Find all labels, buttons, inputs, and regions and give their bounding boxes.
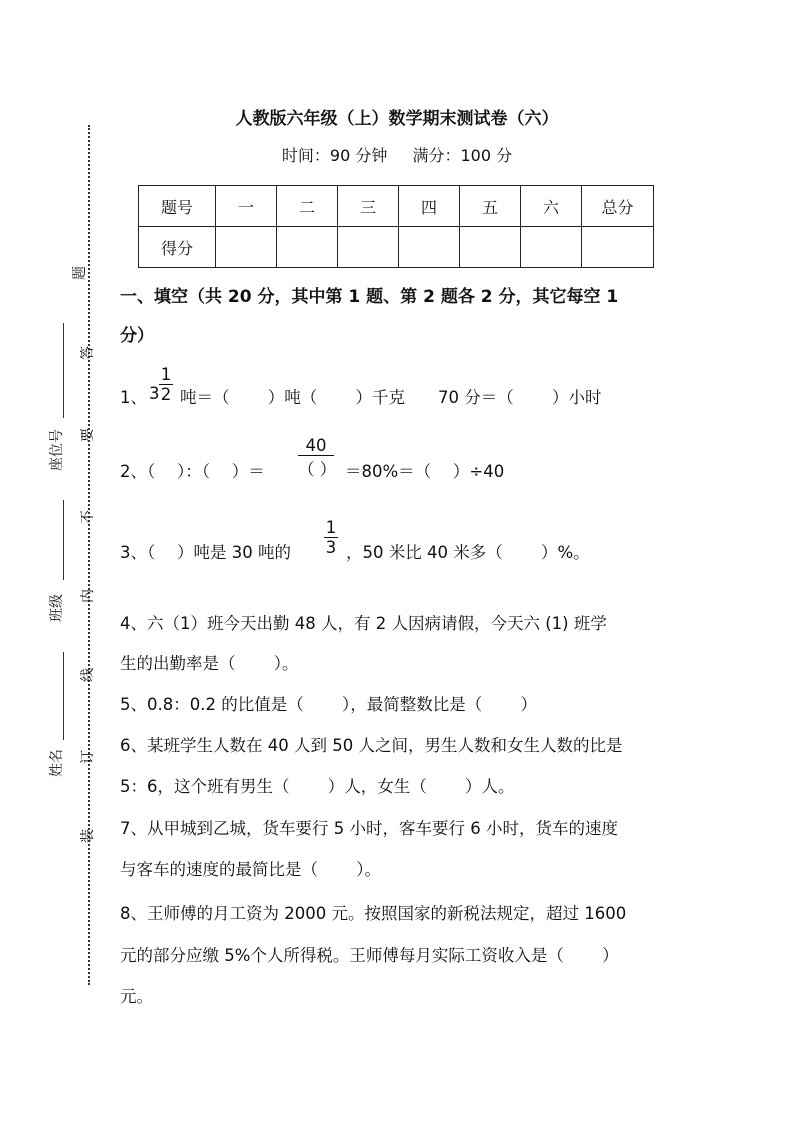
question-7-line-2: 与客车的速度的最简比是（ ）。 <box>120 860 381 879</box>
question-1-text: 吨＝（ ）吨（ ）千克 70 分＝（ ）小时 <box>180 388 602 407</box>
question-1-prefix: 1、 <box>120 388 147 407</box>
section-1-heading: 一、填空（共 20 分，其中第 1 题、第 2 题各 2 分，其它每空 1 <box>120 287 619 307</box>
header-cell-1: 一 <box>216 186 277 227</box>
score-cell-2[interactable] <box>277 227 338 268</box>
fraction-denominator: 3 <box>325 538 337 557</box>
name-label: 姓名 <box>49 749 65 777</box>
header-cell-number: 题号 <box>139 186 216 227</box>
score-table-header-row <box>139 186 654 227</box>
seat-number-label: 座位号 <box>49 429 65 471</box>
fraction-numerator: 1 <box>325 518 337 537</box>
margin-char-zhuang: 装 <box>80 829 96 843</box>
header-cell-3: 三 <box>338 186 399 227</box>
fraction-denominator: 2 <box>160 385 172 404</box>
question-4-line-2: 生的出勤率是（ ）。 <box>120 654 299 673</box>
question-6-line-2: 5：6，这个班有男生（ ）人，女生（ ）人。 <box>120 777 515 796</box>
header-cell-2: 二 <box>277 186 338 227</box>
question-3-prefix: 3、（ ）吨是 30 吨的 <box>120 543 291 562</box>
binding-dotted-line <box>88 125 90 985</box>
question-5: 5、0.8：0.2 的比值是（ ），最简整数比是（ ） <box>120 695 537 714</box>
question-2-text: ＝80%＝（ ）÷40 <box>345 462 505 481</box>
class-field[interactable] <box>63 500 64 580</box>
score-table-score-row <box>139 227 654 268</box>
margin-char-nei: 内 <box>80 589 96 603</box>
margin-char-yao: 要 <box>80 428 96 442</box>
score-table <box>138 185 654 268</box>
score-row-label: 得分 <box>139 227 216 268</box>
question-6-line-1: 6、某班学生人数在 40 人到 50 人之间，男生人数和女生人数的比是 <box>120 736 623 755</box>
question-1-fraction <box>159 365 173 404</box>
score-cell-6[interactable] <box>521 227 582 268</box>
question-1-whole: 3 <box>149 384 160 403</box>
full-score: 满分：100 分 <box>412 146 513 165</box>
header-cell-total: 总分 <box>582 186 654 227</box>
score-cell-1[interactable] <box>216 227 277 268</box>
question-2-prefix: 2、（ ）：（ ）＝ <box>120 462 265 481</box>
question-3-fraction <box>324 518 338 557</box>
margin-char-da: 答 <box>80 346 96 360</box>
margin-char-ti: 题 <box>72 266 88 280</box>
score-cell-total[interactable] <box>582 227 654 268</box>
margin-char-bu: 不 <box>80 510 96 524</box>
margin-char-xian: 线 <box>80 668 96 682</box>
fraction-numerator: 40 <box>305 436 327 455</box>
score-cell-5[interactable] <box>460 227 521 268</box>
name-field[interactable] <box>63 652 64 740</box>
page-title: 人教版六年级（上）数学期末测试卷（六） <box>235 109 559 129</box>
score-cell-4[interactable] <box>399 227 460 268</box>
question-8-line-3: 元。 <box>120 987 153 1006</box>
class-label: 班级 <box>49 594 65 622</box>
question-4-line-1: 4、六（1）班今天出勤 48 人，有 2 人因病请假，今天六 (1) 班学 <box>120 614 607 633</box>
header-cell-4: 四 <box>399 186 460 227</box>
header-cell-5: 五 <box>460 186 521 227</box>
question-7-line-1: 7、从甲城到乙城，货车要行 5 小时，客车要行 6 小时，货车的速度 <box>120 819 618 838</box>
margin-char-ding: 订 <box>80 750 96 764</box>
exam-info <box>0 143 794 166</box>
header-cell-6: 六 <box>521 186 582 227</box>
seat-number-field[interactable] <box>63 323 64 418</box>
time-limit: 时间：90 分钟 <box>281 146 388 165</box>
question-2-fraction <box>298 436 337 480</box>
score-cell-3[interactable] <box>338 227 399 268</box>
question-8-line-1: 8、王师傅的月工资为 2000 元。按照国家的新税法规定，超过 1600 <box>120 904 627 923</box>
question-3-text: ，50 米比 40 米多（ ）%。 <box>346 543 590 562</box>
fraction-denominator: （ ） <box>298 455 334 480</box>
section-1-heading-cont: 分） <box>120 326 154 346</box>
question-8-line-2: 元的部分应缴 5%个人所得税。王师傅每月实际工资收入是（ ） <box>120 946 619 965</box>
fraction-numerator: 1 <box>160 365 172 384</box>
